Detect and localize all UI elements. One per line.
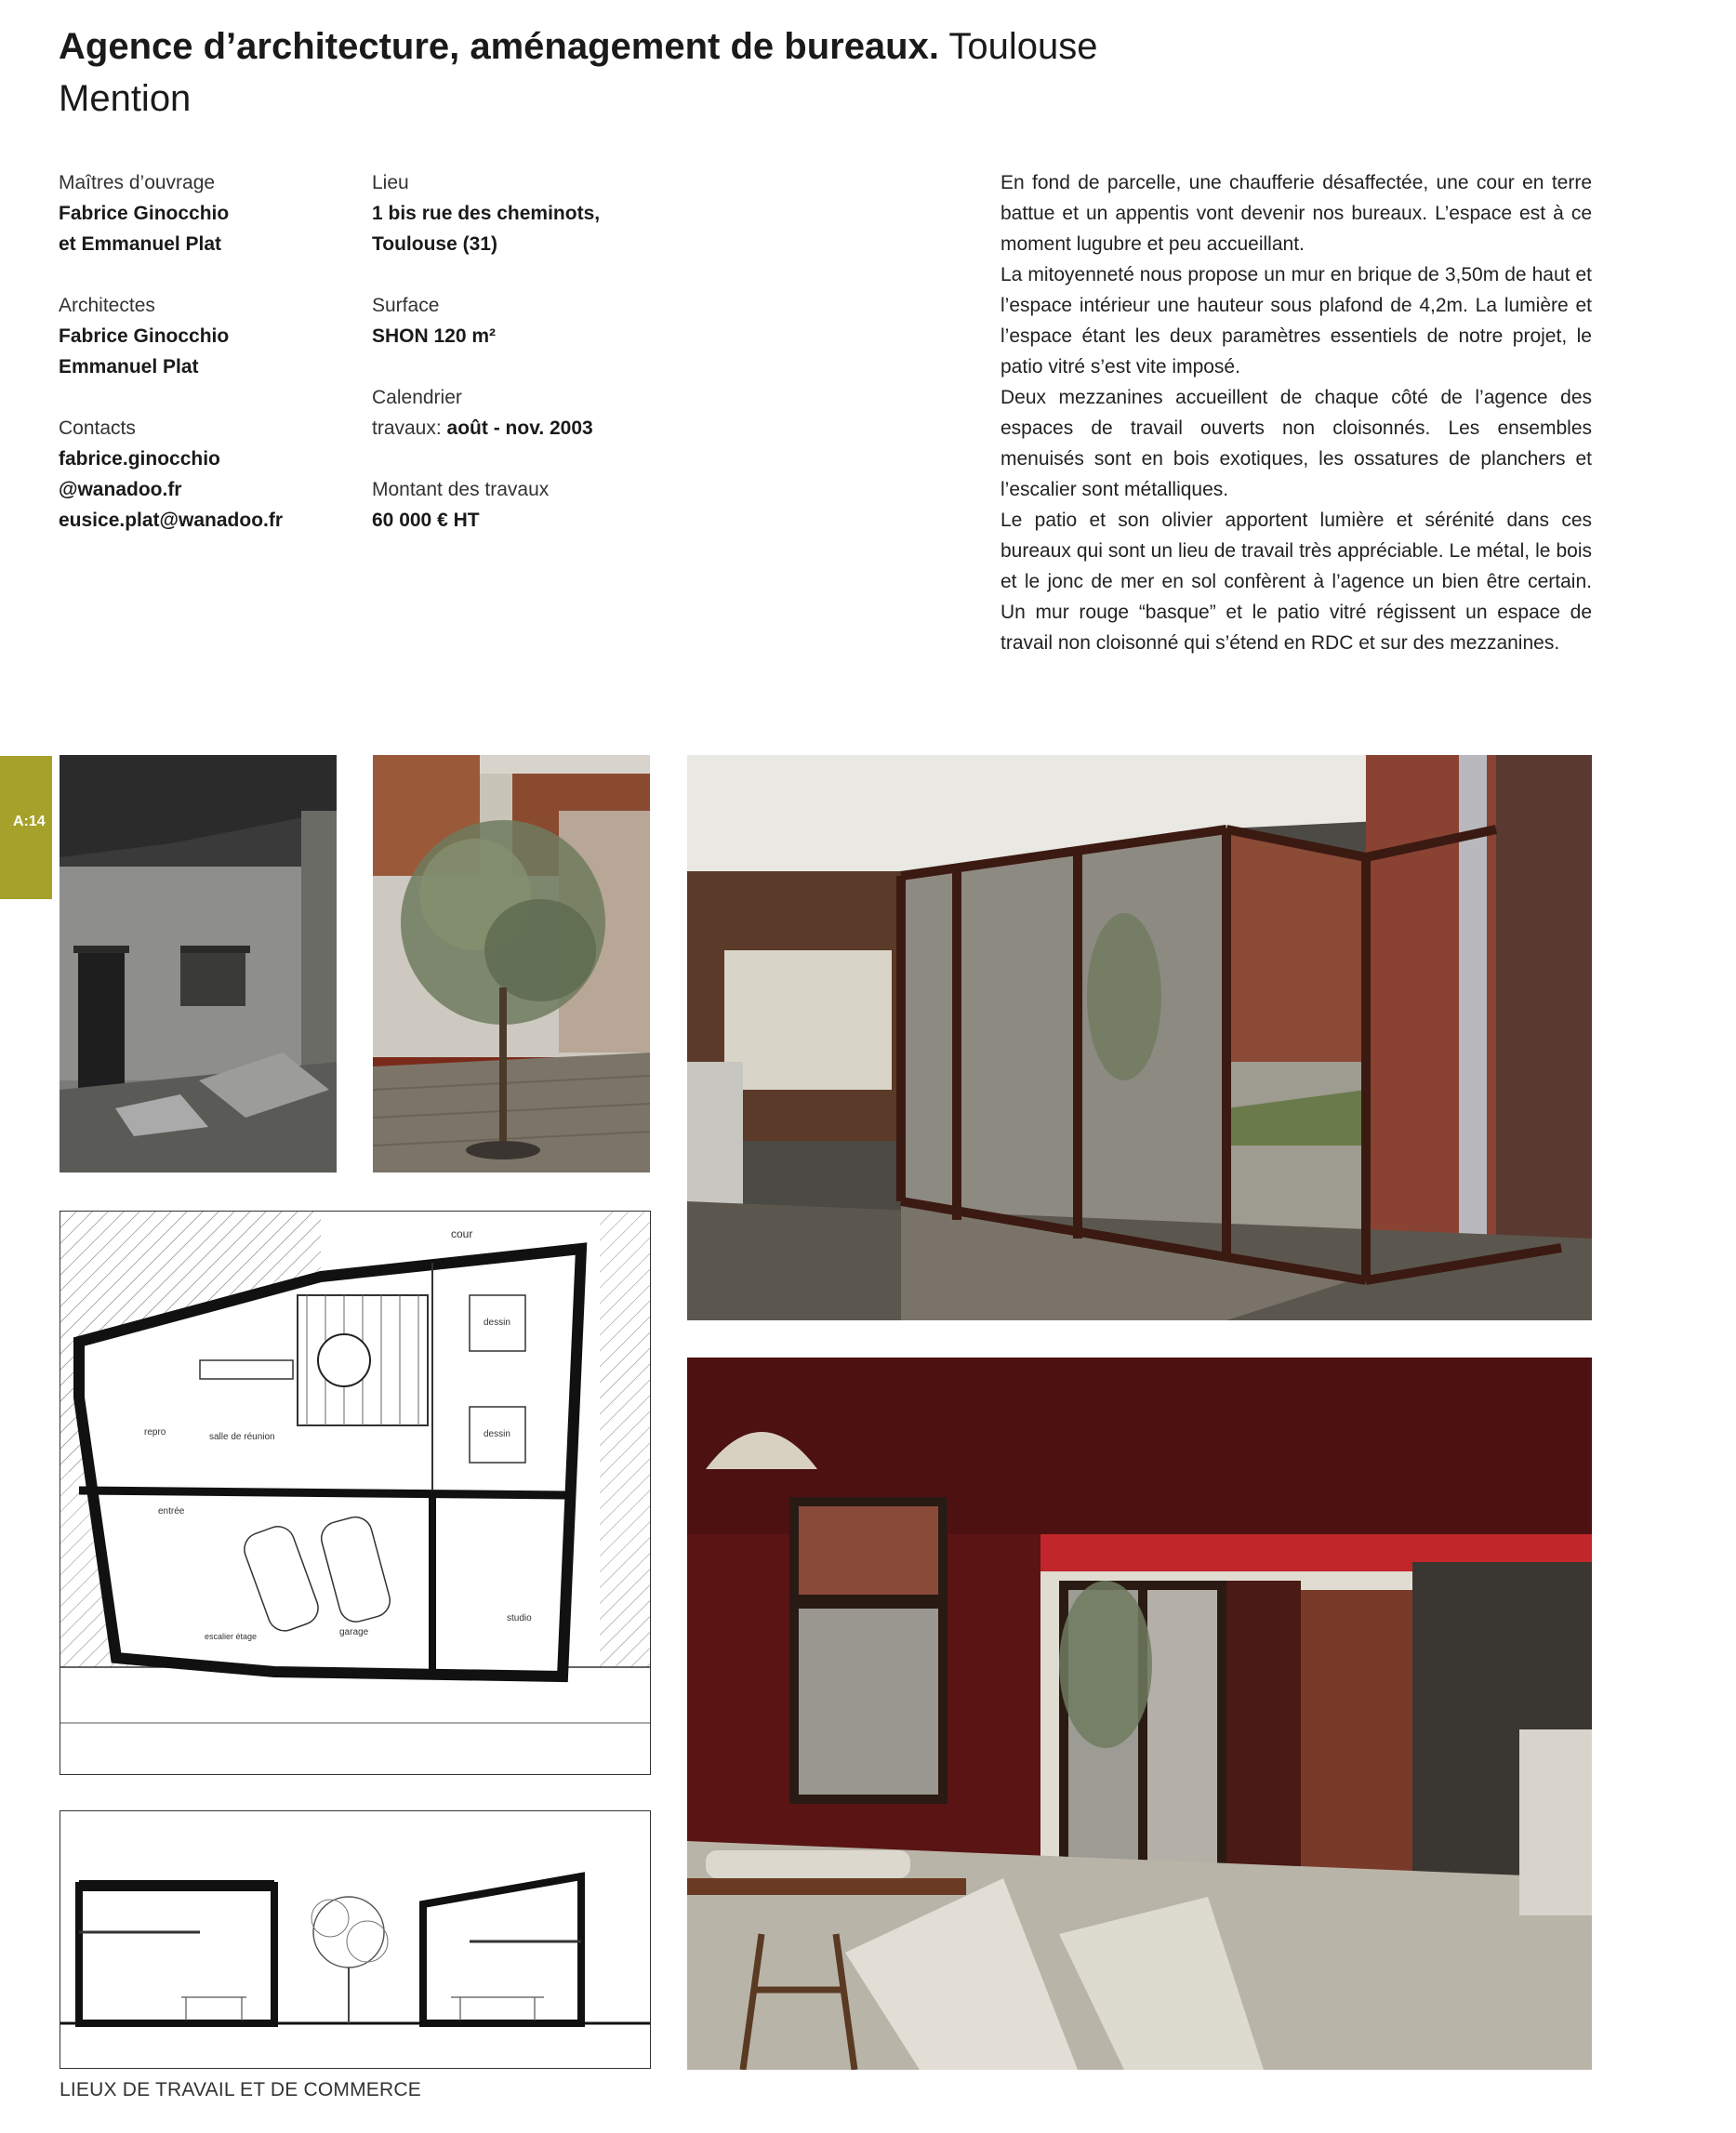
plan-label-garage: garage xyxy=(339,1627,369,1637)
photo-patio-olive xyxy=(373,755,650,1172)
meta-label: Surface xyxy=(372,295,440,316)
meta-label: Architectes xyxy=(59,295,155,316)
plan-label-escalier: escalier étage xyxy=(205,1632,258,1641)
meta-value: Emmanuel Plat xyxy=(59,356,199,378)
meta-value: août - nov. 2003 xyxy=(446,417,593,439)
meta-label: Maîtres d’ouvrage xyxy=(59,172,216,193)
meta-value: Fabrice Ginocchio xyxy=(59,325,230,347)
meta-maitres xyxy=(59,167,356,259)
plan-label-reunion: salle de réunion xyxy=(209,1432,275,1442)
meta-value: Toulouse (31) xyxy=(372,233,497,255)
meta-contacts xyxy=(59,413,356,536)
section-drawing xyxy=(60,1810,651,2069)
plan-label-cour: cour xyxy=(451,1227,473,1240)
floor-plan-drawing xyxy=(60,1211,651,1775)
meta-prefix: travaux: xyxy=(372,417,447,439)
mention-text: Mention xyxy=(59,78,192,119)
meta-calendrier xyxy=(372,382,688,444)
plan-label-repro: repro xyxy=(144,1427,166,1437)
description-paragraph: Le patio et son olivier apportent lumière et sérénité dans ces bureaux qui sont un lieu de travail très appréciable. Le métal, le bois et le jonc de mer en sol confèrent à l’agence un bien être certain. Un mur rouge “basque” et le patio vitré régissent un espace de travail non cloisonné qui s’étend en RDC et sur des mezzanines. xyxy=(1001,510,1592,654)
plan-label-entree: entrée xyxy=(158,1506,185,1517)
contact-email-1a: fabrice.ginocchio xyxy=(59,448,220,470)
plan-label-studio: studio xyxy=(507,1613,532,1623)
section-tab-label: A:14 xyxy=(13,814,46,829)
project-description xyxy=(1001,167,1592,658)
meta-label: Lieu xyxy=(372,172,409,193)
page-title xyxy=(59,20,1098,73)
meta-value: Fabrice Ginocchio xyxy=(59,203,230,224)
meta-value: SHON 120 m² xyxy=(372,325,497,347)
section-tab xyxy=(0,756,52,899)
meta-left-column xyxy=(59,167,356,566)
meta-right-column xyxy=(372,167,688,566)
meta-label: Calendrier xyxy=(372,387,462,408)
description-paragraph: En fond de parcelle, une chaufferie désaffectée, une cour en terre battue et un appentis vont devenir nos bureaux. L’espace est à ce moment lugubre et peu accueillant. xyxy=(1001,172,1592,255)
meta-value: 60 000 € HT xyxy=(372,510,480,531)
plan-label-dessin: dessin xyxy=(484,1318,510,1328)
title-mention xyxy=(59,73,191,125)
photo-interior-red-wall xyxy=(687,1358,1592,2070)
meta-value: et Emmanuel Plat xyxy=(59,233,222,255)
description-paragraph: Deux mezzanines accueillent de chaque côté de l’agence des espaces de travail ouverts non cloisonnés. Les ensembles menuisés sont en bois exotiques, les ossatures de planchers et l’escalier sont métalliques. xyxy=(1001,387,1592,500)
title-main: Agence d’architecture, aménagement de bureaux. xyxy=(59,26,939,67)
meta-label: Contacts xyxy=(59,417,136,439)
contact-email-2: eusice.plat@wanadoo.fr xyxy=(59,510,284,531)
meta-value-row xyxy=(372,413,688,444)
description-paragraph: La mitoyenneté nous propose un mur en brique de 3,50m de haut et l’espace intérieur une hauteur sous plafond de 4,2m. La lumière et l’espace étant les deux paramètres essentiels de notre projet, le patio vitré s’est vite imposé. xyxy=(1001,264,1592,378)
meta-label: Montant des travaux xyxy=(372,479,550,500)
title-city: Toulouse xyxy=(948,26,1098,67)
photo-interior-glass-patio xyxy=(687,755,1592,1320)
meta-montant xyxy=(372,474,688,536)
page-footer: LIEUX DE TRAVAIL ET DE COMMERCE xyxy=(60,2079,421,2100)
contact-email-1b: @wanadoo.fr xyxy=(59,479,182,500)
plan-label-dessin: dessin xyxy=(484,1429,510,1439)
photo-before-building xyxy=(60,755,337,1172)
meta-value: 1 bis rue des cheminots, xyxy=(372,203,601,224)
meta-architectes xyxy=(59,290,356,382)
meta-lieu xyxy=(372,167,688,259)
meta-surface xyxy=(372,290,688,351)
